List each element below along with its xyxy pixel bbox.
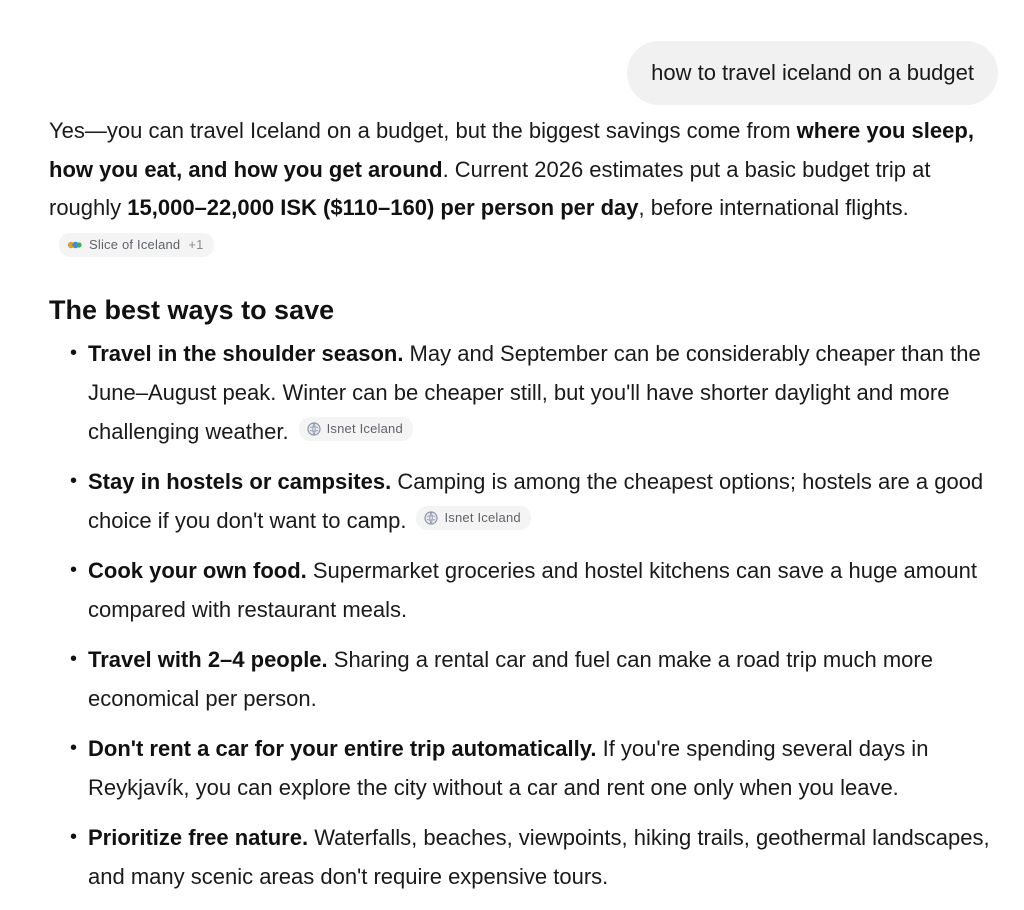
user-message-text: how to travel iceland on a budget: [651, 60, 974, 85]
citation-chip[interactable]: [59, 233, 214, 257]
globe-icon: [424, 511, 438, 525]
citation-label: Isnet Iceland: [326, 421, 403, 436]
section-heading: The best ways to save: [49, 295, 335, 325]
intro-text-2: . Current 2026 estimates put a basic budget trip at roughly: [49, 156, 931, 220]
user-message-bubble: [627, 41, 998, 105]
list-item: [49, 729, 999, 807]
globe-icon: [307, 422, 321, 436]
tip-title: Travel with 2–4 people.: [88, 647, 328, 672]
list-item: [49, 462, 999, 540]
citation-chip[interactable]: [416, 506, 530, 530]
intro-text-1: Yes—you can travel Iceland on a budget, but the biggest savings come from: [49, 118, 797, 143]
tip-text: Sharing a rental car and fuel can make a road trip much more economical per person.: [88, 647, 933, 711]
source-favicon-icon: [67, 239, 83, 251]
tip-text: Waterfalls, beaches, viewpoints, hiking trails, geothermal landscapes, and many scenic areas don't require expensive tours.: [88, 825, 990, 889]
tip-title: Cook your own food.: [88, 558, 307, 583]
tip-text: If you're spending several days in Reykjavík, you can explore the city without a car and rent one only when you leave.: [88, 736, 929, 800]
list-item: [49, 640, 999, 718]
citation-label: Slice of Iceland: [89, 236, 181, 252]
list-item: [49, 818, 999, 896]
tip-text: Supermarket groceries and hostel kitchens can save a huge amount compared with restaurant meals.: [88, 558, 977, 622]
assistant-response: [49, 112, 999, 907]
tip-title: Travel in the shoulder season.: [88, 341, 404, 366]
intro-bold-1: where you sleep, how you eat, and how you get around: [49, 118, 974, 182]
tips-list: [49, 334, 999, 896]
tip-title: Stay in hostels or campsites.: [88, 469, 392, 494]
citation-label: Isnet Iceland: [444, 510, 521, 525]
intro-paragraph: [49, 112, 999, 266]
tip-text: Camping is among the cheapest options; hostels are a good choice if you don't want to camp.: [88, 469, 984, 533]
citation-extra-count: +1: [188, 236, 204, 252]
intro-text-3: , before international flights.: [638, 195, 909, 220]
intro-bold-2: 15,000–22,000 ISK ($110–160) per person per day: [127, 195, 639, 220]
list-item: [49, 551, 999, 629]
list-item: [49, 334, 999, 451]
tip-text: May and September can be considerably cheaper than the June–August peak. Winter can be cheaper still, but you'll have shorter daylight and more challenging weather.: [88, 341, 981, 444]
tip-title: Don't rent a car for your entire trip automatically.: [88, 736, 597, 761]
citation-chip[interactable]: [299, 417, 413, 441]
tip-title: Prioritize free nature.: [88, 825, 309, 850]
